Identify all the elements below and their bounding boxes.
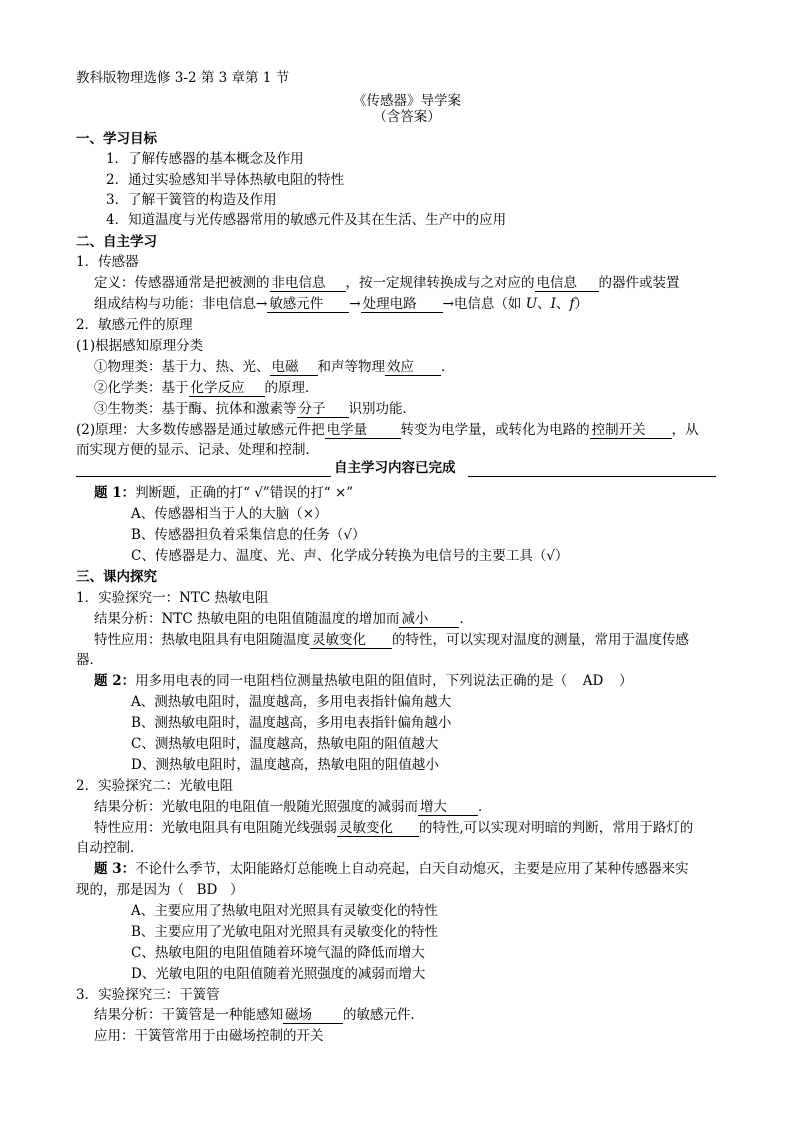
experiment-3-result: 结果分析：干簧管是一种能感知 磁场 的敏感元件． [94, 1007, 424, 1023]
option: B、主要应用了光敏电阻对光照具有灵敏变化的特性 [131, 924, 438, 940]
experiment-2-result: 结果分析：光敏电阻的电阻值一般随光照强度的减弱而 增大 ． [94, 799, 492, 815]
topic-sensor: 1．传感器 [76, 254, 139, 270]
answer-blank: 电学量 [325, 422, 401, 439]
answer: BD [196, 882, 218, 898]
document-header: 教科版物理选修 3-2 第 3 章第 1 节 [76, 70, 290, 86]
classification-heading: (1)根据感知原理分类 [76, 338, 204, 354]
answer-blank: 效应 [385, 359, 441, 376]
answer-blank: 灵敏变化 [310, 632, 392, 649]
answer-blank: 电磁 [270, 359, 318, 376]
section-heading-inquiry: 三、课内探究 [76, 569, 157, 585]
sensor-definition: 定义：传感器通常是把被测的 非电信息 ，按一定规律转换成与之对应的 电信息 的器件或装置 [94, 275, 680, 291]
experiment-1-result: 结果分析：NTC 热敏电阻的电阻值随温度的增加而 减小 ． [94, 611, 473, 627]
option: D、测热敏电阻时，温度越高，热敏电阻的阻值越小 [131, 757, 439, 773]
answer-blank: 控制开关 [590, 422, 672, 439]
physical-type: ①物理类：基于力、热、光、 电磁 和声等物理 效应 ． [94, 359, 455, 375]
answer-blank: 减小 [399, 611, 459, 628]
option: A、测热敏电阻时，温度越高，多用电表指针偏角越大 [131, 694, 452, 710]
divider-right [468, 476, 716, 477]
divider-left [76, 476, 331, 477]
principle-cont: 而实现方便的显示、记录、处理和控制． [76, 442, 319, 458]
experiment-2-application-cont: 自动控制． [76, 840, 144, 856]
goal-item: 3．了解干簧管的构造及作用 [106, 192, 277, 208]
experiment-2: 2．实验探究二：光敏电阻 [76, 778, 234, 794]
question-3-cont: 现的，那是因为（ BD ） [76, 882, 244, 898]
question-1: 题 1：判断题，正确的打“ √”错误的打“ ×” [94, 485, 354, 501]
section-heading-goals: 一、学习目标 [76, 131, 157, 147]
experiment-3-application: 应用：干簧管常用于由磁场控制的开关 [94, 1028, 324, 1044]
option: B、测热敏电阻时，温度越高，多用电表指针偏角越小 [131, 715, 452, 731]
experiment-1-application: 特性应用：热敏电阻具有电阻随温度 灵敏变化 的特性，可以实现对温度的测量，常用于温度传感 [94, 632, 689, 648]
option: C、热敏电阻的电阻值随着环境气温的降低而增大 [131, 945, 425, 961]
chemical-type: ②化学类：基于 化学反应 的原理． [94, 380, 319, 396]
section-heading-self-study: 二、自主学习 [76, 234, 157, 250]
principle: (2)原理：大多数传感器是通过敏感元件把 电学量 转变为电学量，或转化为电路的 控制开关 ，从 [76, 422, 699, 438]
option: B、传感器担负着采集信息的任务（√） [131, 527, 366, 543]
sensor-composition: 组成结构与功能：非电信息→ 敏感元件 → 处理电路 →电信息（如 U、I、f） [94, 296, 588, 312]
experiment-2-application: 特性应用：光敏电阻具有电阻随光线强弱 灵敏变化 的特性,可以实现对明暗的判断，常用于路灯的 [94, 820, 694, 836]
answer-blank: 灵敏变化 [337, 820, 419, 837]
document-title: 《传感器》导学案 [353, 93, 461, 109]
answer-blank: 化学反应 [189, 380, 265, 397]
biological-type: ③生物类：基于酶、抗体和激素等 分子 识别功能． [94, 401, 416, 417]
option: C、测热敏电阻时，温度越高，热敏电阻的阻值越大 [131, 736, 439, 752]
option: C、传感器是力、温度、光、声、化学成分转换为电信号的主要工具（√） [131, 548, 569, 564]
question-2: 题 2：用多用电表的同一电阻档位测量热敏电阻的阻值时，下列说法正确的是（ AD ） [94, 673, 633, 689]
answer-blank: 电信息 [535, 275, 599, 292]
experiment-3: 3．实验探究三：干簧管 [76, 987, 220, 1003]
option: A、传感器相当于人的大脑（×） [131, 506, 328, 522]
answer-blank: 非电信息 [270, 275, 346, 292]
goal-item: 1．了解传感器的基本概念及作用 [106, 151, 304, 167]
answer-blank: 增大 [418, 799, 478, 816]
goal-item: 2．通过实验感知半导体热敏电阻的特性 [106, 172, 345, 188]
option: A、主要应用了热敏电阻对光照具有灵敏变化的特性 [131, 903, 438, 919]
answer-blank: 分子 [297, 401, 349, 418]
answer: AD [582, 673, 604, 689]
answer-blank: 处理电路 [361, 296, 443, 313]
self-study-complete: 自主学习内容已完成 [334, 460, 456, 476]
question-3: 题 3：不论什么季节，太阳能路灯总能晚上自动亮起，白天自动熄灭，主要是应用了某种传感器来实 [94, 861, 689, 877]
option: D、光敏电阻的电阻值随着光照强度的减弱而增大 [131, 966, 426, 982]
answer-blank: 磁场 [283, 1007, 343, 1024]
document-subtitle: （含答案） [373, 109, 441, 125]
experiment-1-application-cont: 器． [76, 652, 103, 668]
answer-blank: 敏感元件 [267, 296, 349, 313]
topic-sensitive-element: 2．敏感元件的原理 [76, 317, 193, 333]
goal-item: 4．知道温度与光传感器常用的敏感元件及其在生活、生产中的应用 [106, 212, 507, 228]
experiment-1: 1．实验探究一：NTC 热敏电阻 [76, 590, 269, 606]
